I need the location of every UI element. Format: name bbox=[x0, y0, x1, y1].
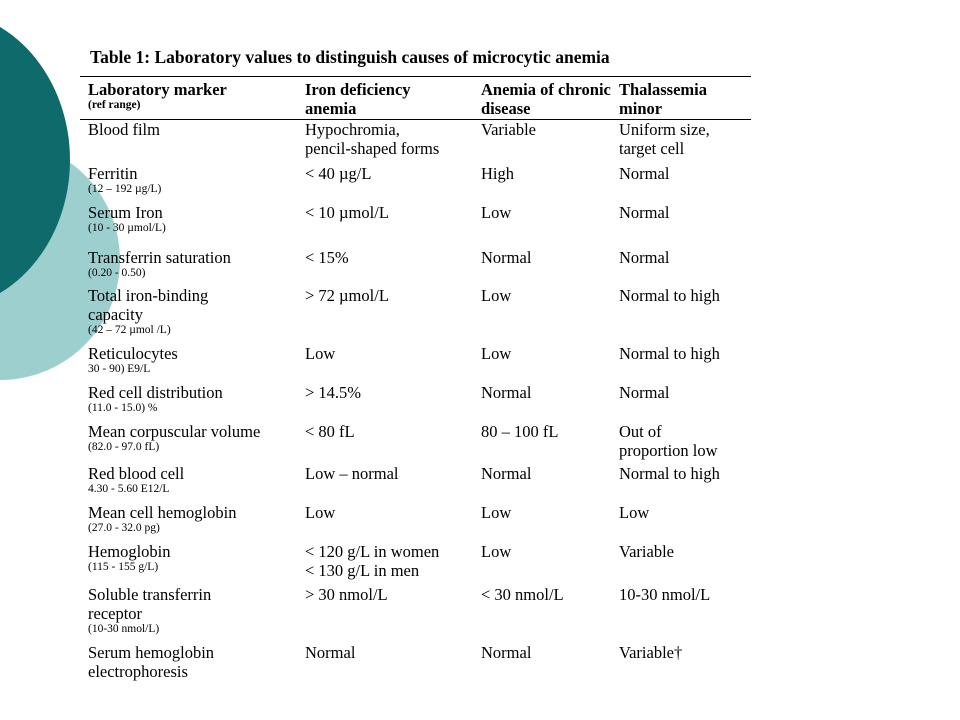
chronic-disease-cell-value: Low bbox=[481, 502, 512, 522]
marker-name: Reticulocytes bbox=[88, 343, 178, 363]
header-laboratory-marker bbox=[80, 77, 297, 120]
chronic-disease-cell-value: Normal bbox=[481, 463, 532, 483]
thalassemia-cell bbox=[611, 344, 751, 383]
iron-deficiency-cell bbox=[297, 344, 473, 383]
marker-name: Soluble transferrin receptor bbox=[88, 584, 212, 623]
thalassemia-cell-value: Normal bbox=[619, 247, 670, 267]
chronic-disease-cell bbox=[473, 286, 611, 344]
thalassemia-cell bbox=[611, 422, 751, 464]
lab-values-table bbox=[80, 76, 751, 683]
marker-name: Red cell distribution bbox=[88, 382, 223, 402]
marker-cell bbox=[80, 248, 297, 286]
table-row bbox=[80, 422, 751, 464]
chronic-disease-cell-value: < 30 nmol/L bbox=[481, 584, 564, 604]
chronic-disease-cell bbox=[473, 383, 611, 422]
iron-deficiency-cell-value: Normal bbox=[305, 642, 356, 662]
header-ref-range: (ref range) bbox=[88, 99, 141, 111]
table-row bbox=[80, 503, 751, 542]
header-thal-label: Thalassemia minor bbox=[619, 80, 708, 118]
chronic-disease-cell bbox=[473, 120, 611, 164]
marker-cell bbox=[80, 164, 297, 203]
chronic-disease-cell-value: Normal bbox=[481, 247, 532, 267]
thalassemia-cell-value: Normal bbox=[619, 382, 670, 402]
iron-deficiency-cell bbox=[297, 286, 473, 344]
thalassemia-cell bbox=[611, 164, 751, 203]
iron-deficiency-cell-value: < 40 µg/L bbox=[305, 163, 372, 183]
marker-ref-range: (82.0 - 97.0 fL) bbox=[88, 440, 160, 453]
header-chronic-label: Anemia of chronic disease bbox=[481, 80, 611, 118]
marker-ref-range: 30 - 90) E9/L bbox=[88, 362, 151, 375]
chronic-disease-cell-value: Low bbox=[481, 285, 512, 305]
marker-ref-range: (10 - 30 µmol/L) bbox=[88, 221, 166, 234]
marker-name: Mean cell hemoglobin bbox=[88, 502, 237, 522]
chronic-disease-cell bbox=[473, 643, 611, 683]
chronic-disease-cell-value: Low bbox=[481, 343, 512, 363]
table-row bbox=[80, 203, 751, 248]
table-header-row bbox=[80, 77, 751, 120]
thalassemia-cell bbox=[611, 464, 751, 503]
marker-cell bbox=[80, 286, 297, 344]
iron-deficiency-cell bbox=[297, 120, 473, 164]
chronic-disease-cell-value: High bbox=[481, 163, 514, 183]
marker-name: Serum Iron bbox=[88, 202, 163, 222]
table-row bbox=[80, 164, 751, 203]
marker-name: Total iron-binding capacity bbox=[88, 285, 209, 324]
marker-ref-range: (42 – 72 µmol /L) bbox=[88, 323, 171, 336]
thalassemia-cell bbox=[611, 203, 751, 248]
header-marker-label: Laboratory marker bbox=[88, 80, 227, 99]
table-row bbox=[80, 464, 751, 503]
thalassemia-cell-value: Normal bbox=[619, 202, 670, 222]
header-chronic-disease bbox=[473, 77, 611, 120]
iron-deficiency-cell bbox=[297, 464, 473, 503]
table-row bbox=[80, 585, 751, 643]
table-row bbox=[80, 383, 751, 422]
thalassemia-cell bbox=[611, 643, 751, 683]
thalassemia-cell-value: Normal bbox=[619, 163, 670, 183]
iron-deficiency-cell-value: < 10 µmol/L bbox=[305, 202, 389, 222]
chronic-disease-cell bbox=[473, 344, 611, 383]
iron-deficiency-cell-value: > 30 nmol/L bbox=[305, 584, 388, 604]
header-iron-deficiency bbox=[297, 77, 473, 120]
thalassemia-cell-value: Variable bbox=[619, 541, 674, 561]
thalassemia-cell-value: Low bbox=[619, 502, 650, 522]
thalassemia-cell bbox=[611, 286, 751, 344]
chronic-disease-cell bbox=[473, 542, 611, 585]
iron-deficiency-cell bbox=[297, 542, 473, 585]
marker-cell bbox=[80, 422, 297, 464]
thalassemia-cell-value: 10-30 nmol/L bbox=[619, 584, 711, 604]
thalassemia-cell-value: Uniform size, target cell bbox=[619, 120, 710, 158]
chronic-disease-cell-value: Low bbox=[481, 541, 512, 561]
marker-cell bbox=[80, 643, 297, 683]
iron-deficiency-cell bbox=[297, 643, 473, 683]
thalassemia-cell-value: Normal to high bbox=[619, 285, 720, 305]
chronic-disease-cell-value: 80 – 100 fL bbox=[481, 421, 559, 441]
thalassemia-cell bbox=[611, 120, 751, 164]
marker-ref-range: (0.20 - 0.50) bbox=[88, 266, 146, 279]
header-iron-label: Iron deficiency anemia bbox=[305, 80, 411, 118]
marker-ref-range: 4.30 - 5.60 E12/L bbox=[88, 482, 170, 495]
chronic-disease-cell bbox=[473, 248, 611, 286]
marker-ref-range: (115 - 155 g/L) bbox=[88, 560, 159, 573]
marker-cell bbox=[80, 542, 297, 585]
chronic-disease-cell bbox=[473, 164, 611, 203]
iron-deficiency-cell bbox=[297, 422, 473, 464]
thalassemia-cell bbox=[611, 503, 751, 542]
iron-deficiency-cell-value: Hypochromia, pencil-shaped forms bbox=[305, 120, 440, 158]
iron-deficiency-cell-value: < 120 g/L in women < 130 g/L in men bbox=[305, 541, 440, 580]
marker-name: Ferritin bbox=[88, 163, 138, 183]
thalassemia-cell bbox=[611, 248, 751, 286]
marker-ref-range: (10-30 nmol/L) bbox=[88, 622, 160, 635]
iron-deficiency-cell-value: < 15% bbox=[305, 247, 349, 267]
iron-deficiency-cell bbox=[297, 248, 473, 286]
chronic-disease-cell bbox=[473, 503, 611, 542]
iron-deficiency-cell-value: > 72 µmol/L bbox=[305, 285, 389, 305]
table-row bbox=[80, 120, 751, 164]
iron-deficiency-cell-value: > 14.5% bbox=[305, 382, 362, 402]
table-row bbox=[80, 344, 751, 383]
thalassemia-cell-value: Out of proportion low bbox=[619, 421, 718, 460]
table-row bbox=[80, 248, 751, 286]
iron-deficiency-cell-value: < 80 fL bbox=[305, 421, 355, 441]
marker-name: Hemoglobin bbox=[88, 541, 171, 561]
iron-deficiency-cell bbox=[297, 503, 473, 542]
marker-cell bbox=[80, 383, 297, 422]
marker-ref-range: (12 – 192 µg/L) bbox=[88, 182, 162, 195]
marker-cell bbox=[80, 120, 297, 164]
iron-deficiency-cell-value: Low – normal bbox=[305, 463, 399, 483]
thalassemia-cell bbox=[611, 542, 751, 585]
iron-deficiency-cell bbox=[297, 585, 473, 643]
table-body bbox=[80, 120, 751, 683]
chronic-disease-cell-value: Variable bbox=[481, 120, 536, 139]
table-title: Table 1: Laboratory values to distinguish causes of microcytic anemia bbox=[90, 47, 610, 67]
chronic-disease-cell-value: Normal bbox=[481, 382, 532, 402]
chronic-disease-cell-value: Normal bbox=[481, 642, 532, 662]
thalassemia-cell-value: Normal to high bbox=[619, 463, 720, 483]
iron-deficiency-cell bbox=[297, 164, 473, 203]
chronic-disease-cell bbox=[473, 422, 611, 464]
marker-cell bbox=[80, 503, 297, 542]
chronic-disease-cell bbox=[473, 203, 611, 248]
iron-deficiency-cell bbox=[297, 203, 473, 248]
marker-ref-range: (11.0 - 15.0) % bbox=[88, 401, 158, 414]
chronic-disease-cell-value: Low bbox=[481, 202, 512, 222]
marker-name: Red blood cell bbox=[88, 463, 185, 483]
marker-name: Mean corpuscular volume bbox=[88, 421, 261, 441]
iron-deficiency-cell-value: Low bbox=[305, 343, 336, 363]
marker-cell bbox=[80, 344, 297, 383]
iron-deficiency-cell bbox=[297, 383, 473, 422]
header-thalassemia bbox=[611, 77, 751, 120]
marker-name: Serum hemoglobin electrophoresis bbox=[88, 642, 215, 681]
marker-cell bbox=[80, 464, 297, 503]
marker-ref-range: (27.0 - 32.0 pg) bbox=[88, 521, 160, 534]
thalassemia-cell bbox=[611, 585, 751, 643]
table-row bbox=[80, 643, 751, 683]
iron-deficiency-cell-value: Low bbox=[305, 502, 336, 522]
chronic-disease-cell bbox=[473, 585, 611, 643]
thalassemia-cell bbox=[611, 383, 751, 422]
chronic-disease-cell bbox=[473, 464, 611, 503]
thalassemia-cell-value: Normal to high bbox=[619, 343, 720, 363]
marker-cell bbox=[80, 585, 297, 643]
marker-name: Transferrin saturation bbox=[88, 247, 231, 267]
table-row bbox=[80, 286, 751, 344]
thalassemia-cell-value: Variable† bbox=[619, 642, 683, 662]
marker-cell bbox=[80, 203, 297, 248]
marker-name: Blood film bbox=[88, 120, 160, 139]
table-row bbox=[80, 542, 751, 585]
